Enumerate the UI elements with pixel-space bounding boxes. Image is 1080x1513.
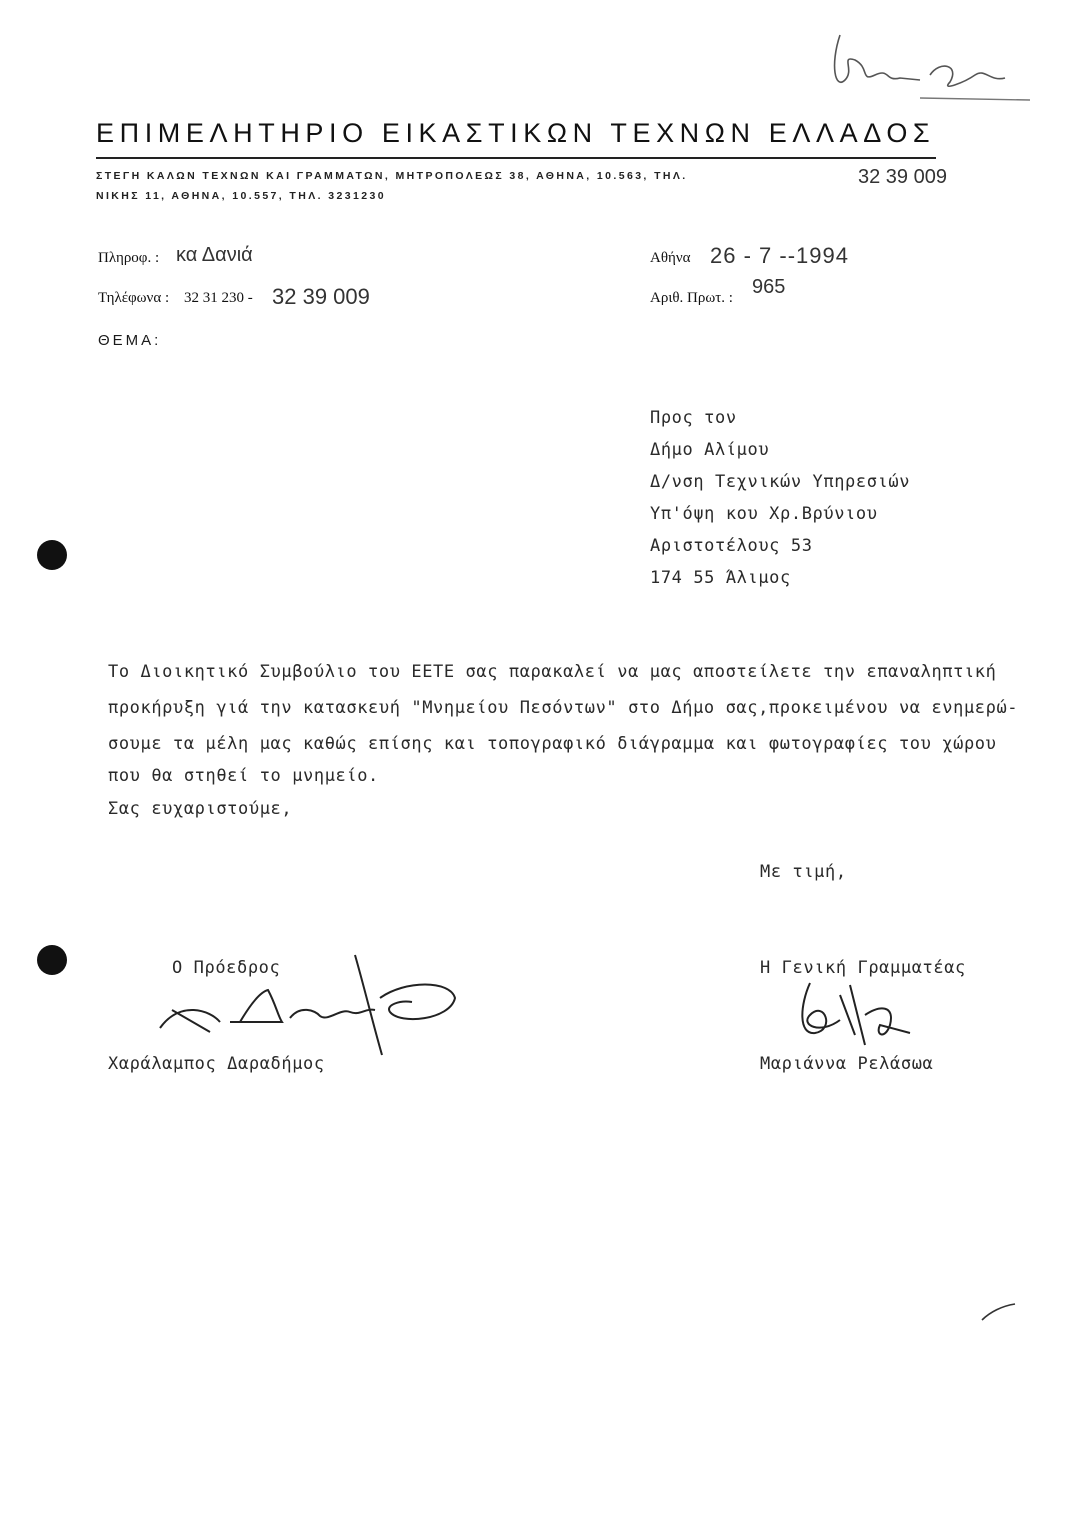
- body-line: σουμε τα μέλη μας καθώς επίσης και τοπογραφικό διάγραμμα και φωτογραφίες του χώρου: [108, 734, 997, 754]
- punch-hole: [37, 945, 67, 975]
- protocol-label: Αριθ. Πρωτ. :: [650, 290, 733, 306]
- pen-mark: [980, 1300, 1020, 1325]
- phone-printed: 32 31 230 -: [184, 290, 253, 306]
- body-line: Το Διοικητικό Συμβούλιο του ΕΕΤΕ σας παρακαλεί να μας αποστείλετε την επαναληπτική: [108, 662, 997, 682]
- letterhead-title: ΕΠΙΜΕΛΗΤΗΡΙΟ ΕΙΚΑΣΤΙΚΩΝ ΤΕΧΝΩΝ ΕΛΛΑΔΟΣ: [96, 118, 936, 148]
- recipient-line: Υπ'όψη κου Χρ.Βρύνιου: [650, 504, 878, 524]
- city-label: Αθήνα: [650, 250, 691, 266]
- recipient-line: Προς τον: [650, 408, 737, 428]
- recipient-line: Αριστοτέλους 53: [650, 536, 813, 556]
- body-line: Σας ευχαριστούμε,: [108, 799, 293, 819]
- left-signatory-name: Χαράλαμπος Δαραδήμος: [108, 1054, 325, 1074]
- date-value: 26 - 7 --1994: [710, 243, 849, 268]
- left-signatory-title: Ο Πρόεδρος: [172, 958, 281, 978]
- punch-hole: [37, 540, 67, 570]
- right-signatory-title: Η Γενική Γραμματέας: [760, 958, 966, 978]
- letterhead-address-line1: ΣΤΕΓΗ ΚΑΛΩΝ ΤΕΧΝΩΝ ΚΑΙ ΓΡΑΜΜΑΤΩΝ, ΜΗΤΡΟΠΟΛΕΩΣ 38, ΑΘΗΝΑ, 10.563, ΤΗΛ.: [96, 170, 688, 182]
- letterhead-divider: [96, 157, 936, 159]
- phone-handwritten: 32 39 009: [272, 284, 370, 309]
- body-line: που θα στηθεί το μνημείο.: [108, 766, 379, 786]
- subject-label: ΘΕΜΑ:: [98, 332, 162, 349]
- president-signature: [150, 950, 470, 1060]
- handwritten-annotation: [800, 20, 1040, 110]
- body-line: προκήρυξη γιά την κατασκευή "Μνημείου Πεσόντων" στο Δήμο σας,προκειμένου να ενημερώ-: [108, 698, 1019, 718]
- letterhead-address-line2: ΝΙΚΗΣ 11, ΑΘΗΝΑ, 10.557, ΤΗΛ. 3231230: [96, 190, 386, 202]
- letterhead-handwritten-phone: 32 39 009: [858, 166, 947, 188]
- contact-value: κα Δανιά: [176, 244, 253, 266]
- contact-label: Πληροφ. :: [98, 250, 160, 266]
- recipient-line: 174 55 Άλιμος: [650, 568, 791, 588]
- closing: Με τιμή,: [760, 862, 847, 882]
- right-signatory-name: Μαριάννα Ρελάσωα: [760, 1054, 934, 1074]
- protocol-value: 965: [752, 276, 786, 298]
- phone-label: Τηλέφωνα :: [98, 290, 170, 306]
- recipient-line: Δήμο Αλίμου: [650, 440, 770, 460]
- recipient-line: Δ/νση Τεχνικών Υπηρεσιών: [650, 472, 911, 492]
